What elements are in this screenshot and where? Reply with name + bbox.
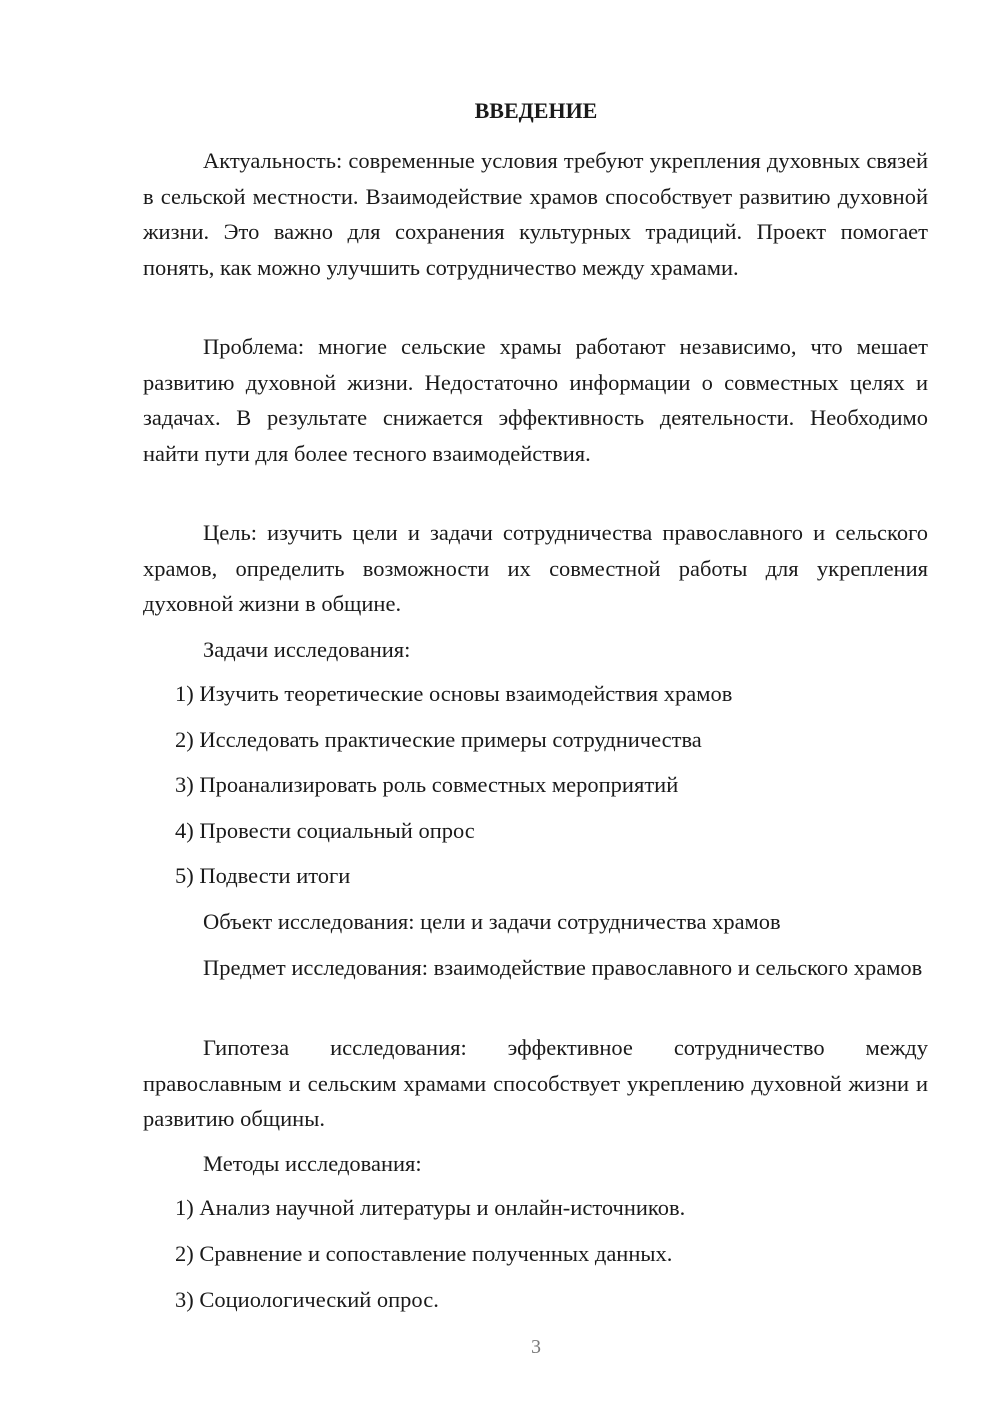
tasks-heading: Задачи исследования: (203, 637, 411, 662)
object-paragraph: Объект исследования: цели и задачи сотрудничества храмов (203, 909, 781, 934)
methods-heading: Методы исследования: (203, 1151, 422, 1176)
method-item: 2) Сравнение и сопоставление полученных данных. (175, 1241, 673, 1266)
problem-paragraph: Проблема: многие сельские храмы работают независимо, что мешает развитию духовной жизни. Недостаточно информации о совместных целях и задачах. В результате снижается эффективность деятельности. Необходимо найти пути для более тесного взаимодействия. (143, 334, 928, 466)
section-title: ВВЕДЕНИЕ (474, 98, 598, 123)
method-item: 3) Социологический опрос. (175, 1287, 439, 1312)
task-item: 2) Исследовать практические примеры сотрудничества (175, 727, 702, 752)
task-item: 1) Изучить теоретические основы взаимодействия храмов (175, 681, 733, 706)
subject-paragraph: Предмет исследования: взаимодействие православного и сельского храмов (203, 955, 923, 980)
task-item: 5) Подвести итоги (175, 863, 351, 888)
method-item: 1) Анализ научной литературы и онлайн-источников. (175, 1195, 686, 1220)
goal-paragraph: Цель: изучить цели и задачи сотрудничества православного и сельского храмов, определить возможности их совместной работы для укрепления духовной жизни в общине. (143, 520, 928, 616)
task-item: 3) Проанализировать роль совместных мероприятий (175, 772, 679, 797)
page-number: 3 (531, 1336, 541, 1358)
hypothesis-paragraph: Гипотеза исследования: эффективное сотрудничество между православным и сельским храмами способствует укреплению духовной жизни и развитию общины. (143, 1035, 928, 1131)
task-item: 4) Провести социальный опрос (175, 818, 475, 843)
relevance-paragraph: Актуальность: современные условия требуют укрепления духовных связей в сельской местности. Взаимодействие храмов способствует развитию духовной жизни. Это важно для сохранения культурных традиций. Проект помогает понять, как можно улучшить сотрудничество между храмами. (143, 148, 928, 280)
